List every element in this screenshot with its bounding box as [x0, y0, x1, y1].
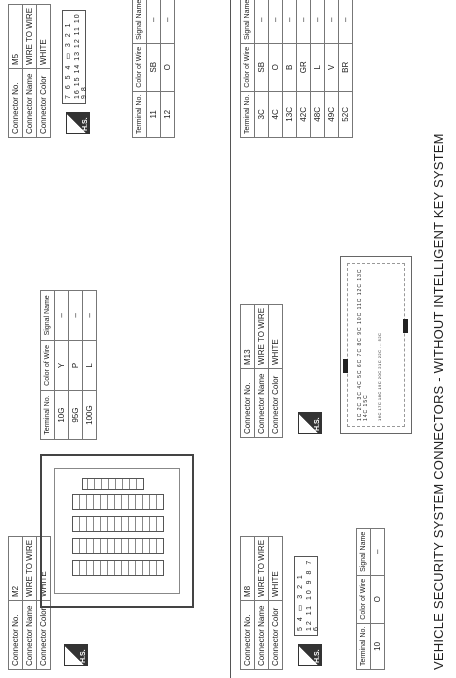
label-connector-color: Connector Color — [37, 69, 51, 138]
m5-name: WIRE TO WIRE — [23, 4, 37, 68]
table-row — [147, 0, 161, 138]
hdr-wire: Color of Wire — [357, 575, 371, 623]
hdr-signal: Signal Name — [41, 291, 55, 341]
hdr-signal: Signal Name — [357, 528, 371, 575]
cell: 48C — [311, 91, 325, 137]
cell: Y — [55, 340, 69, 390]
m13-name: WIRE TO WIRE — [255, 304, 269, 368]
table-row — [83, 291, 97, 440]
table-row — [371, 528, 385, 669]
cell: – — [55, 291, 69, 341]
m2-pin-block-1 — [72, 560, 164, 576]
m8-connector-diagram — [294, 556, 318, 636]
cell: – — [69, 291, 83, 341]
m5-pin-row-2: 16 15 14 13 12 11 10 9 8 — [74, 13, 88, 99]
cell: 42C — [297, 91, 311, 137]
label-connector-name: Connector Name — [23, 69, 37, 138]
m13-pin-row-top: 1C 2C 3C 4C 5C 6C 7C 8C 9C 10C 11C 12C 13C 14C 15C — [357, 268, 369, 421]
cell: 10 — [371, 623, 385, 669]
cell: 3C — [255, 91, 269, 137]
cell: V — [325, 43, 339, 91]
m8-name: WIRE TO WIRE — [255, 536, 269, 600]
hdr-signal: Signal Name — [241, 0, 255, 43]
cell: B — [283, 43, 297, 91]
m2-signal-table — [40, 290, 97, 440]
cell: L — [311, 43, 325, 91]
m2-name: WIRE TO WIRE — [23, 536, 37, 600]
m2-pin-block-4 — [72, 494, 164, 510]
hdr-terminal: Terminal No. — [133, 91, 147, 137]
m13-connector-diagram — [340, 256, 412, 434]
harness-side-icon — [298, 412, 322, 434]
cell: 52C — [339, 91, 353, 137]
hdr-signal: Signal Name — [133, 0, 147, 43]
hdr-terminal: Terminal No. — [241, 91, 255, 137]
table-row — [55, 291, 69, 440]
hs-label: H.S. — [314, 417, 321, 431]
hdr-wire: Color of Wire — [133, 43, 147, 91]
harness-side-icon — [66, 112, 90, 134]
cell: 10G — [55, 391, 69, 440]
cell: O — [269, 43, 283, 91]
m8-signal-table — [356, 528, 385, 670]
table-row — [339, 0, 353, 138]
label-connector-no: Connector No. — [9, 601, 23, 670]
label-connector-color: Connector Color — [37, 601, 51, 670]
m2-pin-block-2 — [72, 538, 164, 554]
cell: – — [161, 0, 175, 43]
harness-side-icon — [64, 644, 88, 666]
m13-connector-inner — [347, 263, 405, 427]
cell: O — [371, 575, 385, 623]
cell: – — [255, 0, 269, 43]
hdr-wire: Color of Wire — [41, 340, 55, 390]
m13-lock-tab — [403, 319, 408, 333]
cell: P — [69, 340, 83, 390]
m13-info-table — [240, 304, 283, 438]
m8-pin-row-1: 5 4 ▭ 3 2 1 — [297, 573, 304, 631]
cell: – — [311, 0, 325, 43]
page-title: VEHICLE SECURITY SYSTEM CONNECTORS - WITHOUT INTELLIGENT KEY SYSTEM — [431, 133, 446, 670]
m2-color: WHITE — [37, 536, 51, 600]
hs-label: H.S. — [80, 649, 87, 663]
m13-pin-row-bottom: 16C 17C 18C 19C 20C 21C 22C ... 52C — [377, 332, 382, 421]
table-row — [283, 0, 297, 138]
m2-pin-block-3 — [72, 516, 164, 532]
m8-info-table — [240, 536, 283, 670]
label-connector-color: Connector Color — [269, 601, 283, 670]
cell: – — [339, 0, 353, 43]
section-divider — [230, 0, 231, 678]
m5-signal-table — [132, 0, 175, 138]
cell: 11 — [147, 91, 161, 137]
m8-color: WHITE — [269, 536, 283, 600]
m2-no: M2 — [9, 536, 23, 600]
m2-pin-block-5 — [82, 478, 144, 490]
table-row — [297, 0, 311, 138]
table-row — [161, 0, 175, 138]
m13-signal-table — [240, 0, 353, 138]
cell: – — [371, 528, 385, 575]
table-row — [325, 0, 339, 138]
cell: BR — [339, 43, 353, 91]
hdr-terminal: Terminal No. — [41, 391, 55, 440]
cell: 13C — [283, 91, 297, 137]
label-connector-color: Connector Color — [269, 369, 283, 438]
label-connector-no: Connector No. — [241, 369, 255, 438]
label-connector-name: Connector Name — [255, 369, 269, 438]
cell: O — [161, 43, 175, 91]
cell: 12 — [161, 91, 175, 137]
hs-label: H.S. — [82, 117, 89, 131]
cell: – — [269, 0, 283, 43]
cell: – — [325, 0, 339, 43]
m5-no: M5 — [9, 4, 23, 68]
m5-connector-diagram — [62, 10, 86, 104]
cell: L — [83, 340, 97, 390]
label-connector-name: Connector Name — [23, 601, 37, 670]
m5-color: WHITE — [37, 4, 51, 68]
cell: SB — [147, 43, 161, 91]
table-row — [311, 0, 325, 138]
cell: 95G — [69, 391, 83, 440]
table-row — [255, 0, 269, 138]
cell: – — [83, 291, 97, 341]
cell: 100G — [83, 391, 97, 440]
m8-pin-row-2: 12 11 10 9 8 7 6 — [306, 558, 320, 631]
m13-lock-tab — [343, 359, 348, 373]
m2-connector-diagram — [40, 454, 194, 608]
cell: SB — [255, 43, 269, 91]
hdr-terminal: Terminal No. — [357, 623, 371, 669]
m13-no: M13 — [241, 304, 255, 368]
cell: GR — [297, 43, 311, 91]
cell: 4C — [269, 91, 283, 137]
hs-label: H.S. — [314, 649, 321, 663]
m8-no: M8 — [241, 536, 255, 600]
cell: – — [147, 0, 161, 43]
label-connector-no: Connector No. — [241, 601, 255, 670]
label-connector-name: Connector Name — [255, 601, 269, 670]
hdr-wire: Color of Wire — [241, 43, 255, 91]
table-row — [269, 0, 283, 138]
harness-side-icon — [298, 644, 322, 666]
m5-pin-row-1: 7 6 5 4 ▭ 3 2 1 — [65, 21, 72, 99]
table-row — [69, 291, 83, 440]
cell: – — [283, 0, 297, 43]
cell: – — [297, 0, 311, 43]
cell: 49C — [325, 91, 339, 137]
m13-color: WHITE — [269, 304, 283, 368]
m5-info-table — [8, 4, 51, 138]
label-connector-no: Connector No. — [9, 69, 23, 138]
